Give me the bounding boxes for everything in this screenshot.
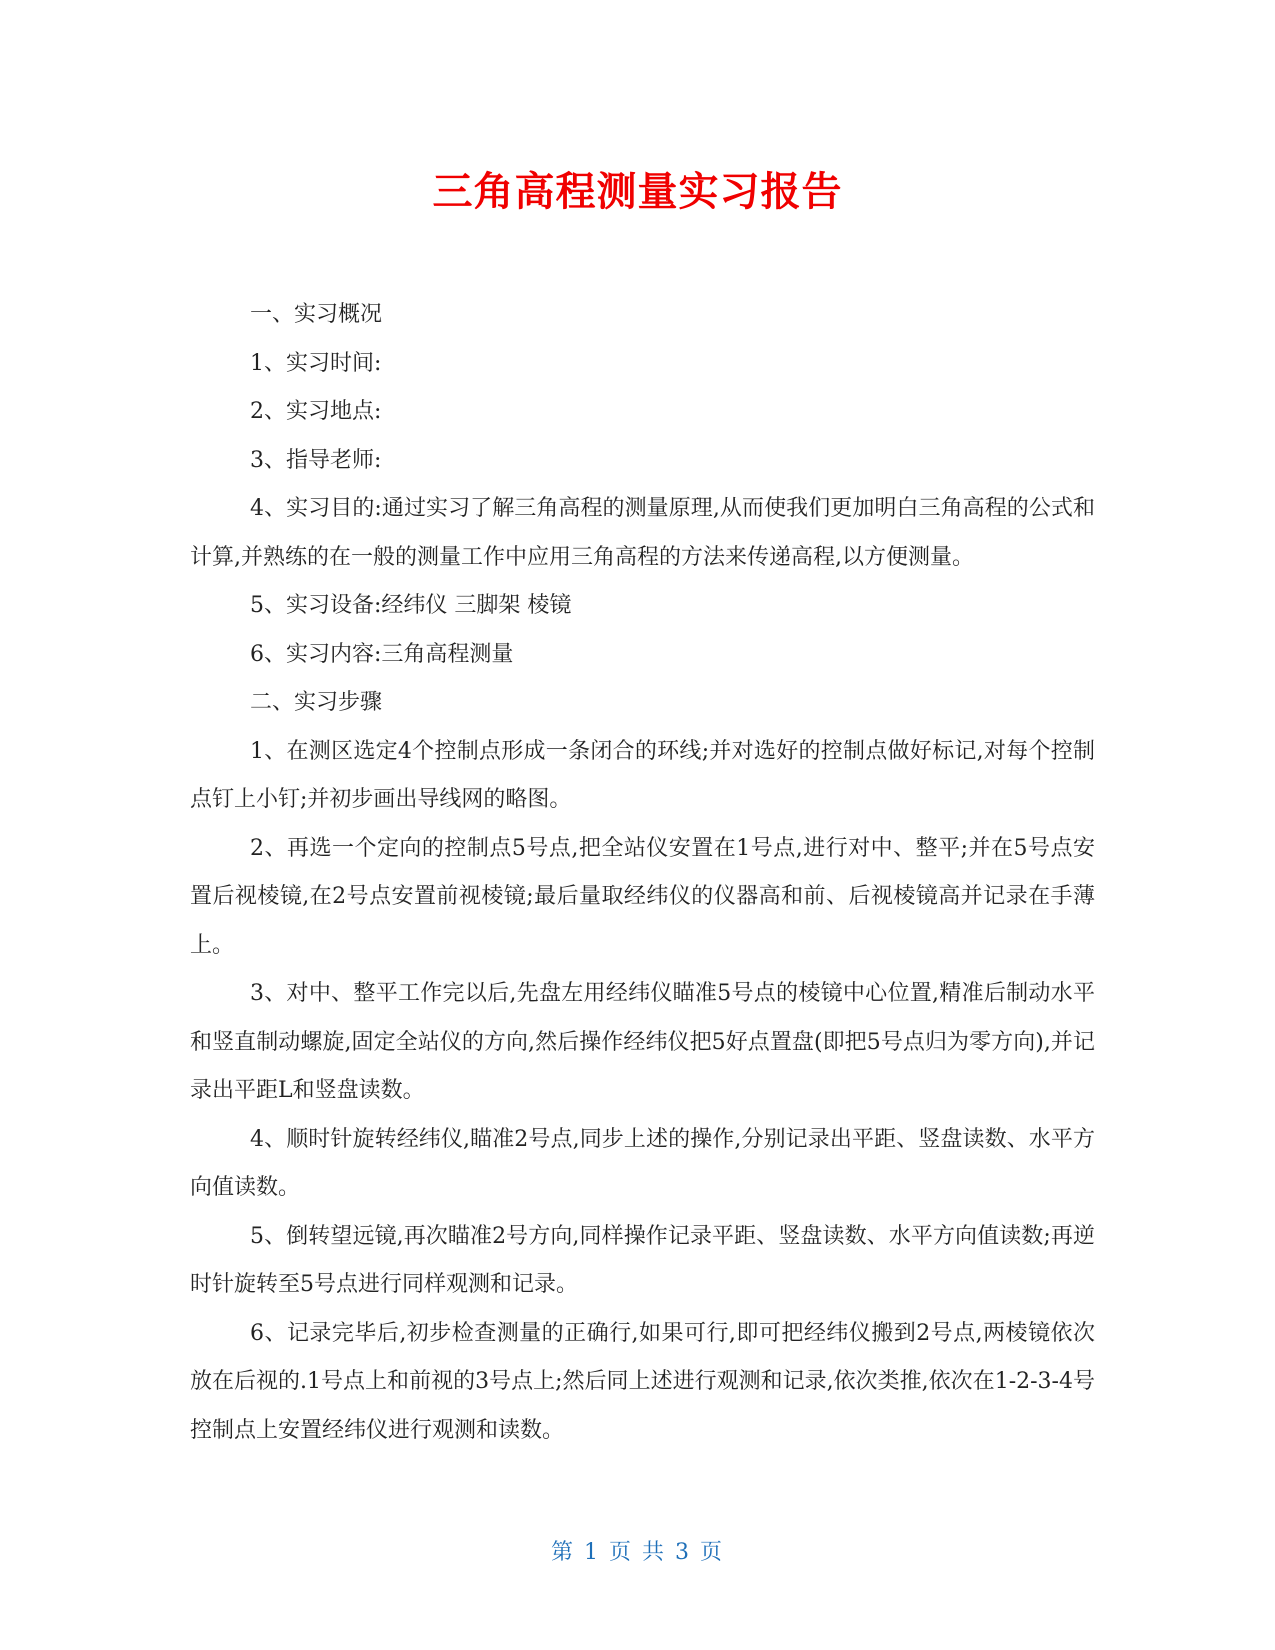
paragraph-content: 6、实习内容:三角高程测量 xyxy=(250,641,514,667)
document-title: 三角高程测量实习报告 xyxy=(432,169,843,215)
paragraph-time: 1、实习时间: xyxy=(250,350,382,376)
paragraph-equipment: 5、实习设备:经纬仪 三脚架 棱镜 xyxy=(250,593,572,618)
paragraph-section-steps: 二、实习步骤 xyxy=(250,690,383,715)
paragraph-step-5: 5、倒转望远镜,再次瞄准2号方向,同样操作记录平距、竖盘读数、水平方向值读数;再逆时针旋转至5号点进行同样观测和记录。 xyxy=(190,1223,1095,1297)
paragraph-step-2: 2、再选一个定向的控制点5号点,把全站仪安置在1号点,进行对中、整平;并在5号点安置后视棱镜,在2号点安置前视棱镜;最后量取经纬仪的仪器高和前、后视棱镜高并记录在手薄上。 xyxy=(190,835,1095,958)
paragraph-step-4: 4、顺时针旋转经纬仪,瞄准2号点,同步上述的操作,分别记录出平距、竖盘读数、水平方向值读数。 xyxy=(190,1126,1095,1200)
paragraph-purpose: 4、实习目的:通过实习了解三角高程的测量原理,从而使我们更加明白三角高程的公式和计算,并熟练的在一般的测量工作中应用三角高程的方法来传递高程,以方便测量。 xyxy=(190,496,1095,570)
paragraph-location: 2、实习地点: xyxy=(250,399,382,424)
paragraph-instructor: 3、指导老师: xyxy=(250,447,382,473)
document-body xyxy=(190,291,1095,1455)
paragraph-step-6: 6、记录完毕后,初步检查测量的正确行,如果可行,即可把经纬仪搬到2号点,两棱镜依次放在后视的.1号点上和前视的3号点上;然后同上述进行观测和记录,依次类推,依次在1-2-3-4号控制点上安置经纬仪进行观测和读数。 xyxy=(190,1320,1095,1443)
paragraph-step-1: 1、在测区选定4个控制点形成一条闭合的环线;并对选好的控制点做好标记,对每个控制点钉上小钉;并初步画出导线网的略图。 xyxy=(190,738,1095,812)
page-number-footer: 第 1 页 共 3 页 xyxy=(551,1540,724,1565)
paragraph-step-3: 3、对中、整平工作完以后,先盘左用经纬仪瞄准5号点的棱镜中心位置,精准后制动水平和竖直制动螺旋,固定全站仪的方向,然后操作经纬仪把5好点置盘(即把5号点归为零方向),并记录出平距L和竖盘读数。 xyxy=(190,981,1095,1103)
paragraph-section-overview: 一、实习概况 xyxy=(250,302,383,327)
